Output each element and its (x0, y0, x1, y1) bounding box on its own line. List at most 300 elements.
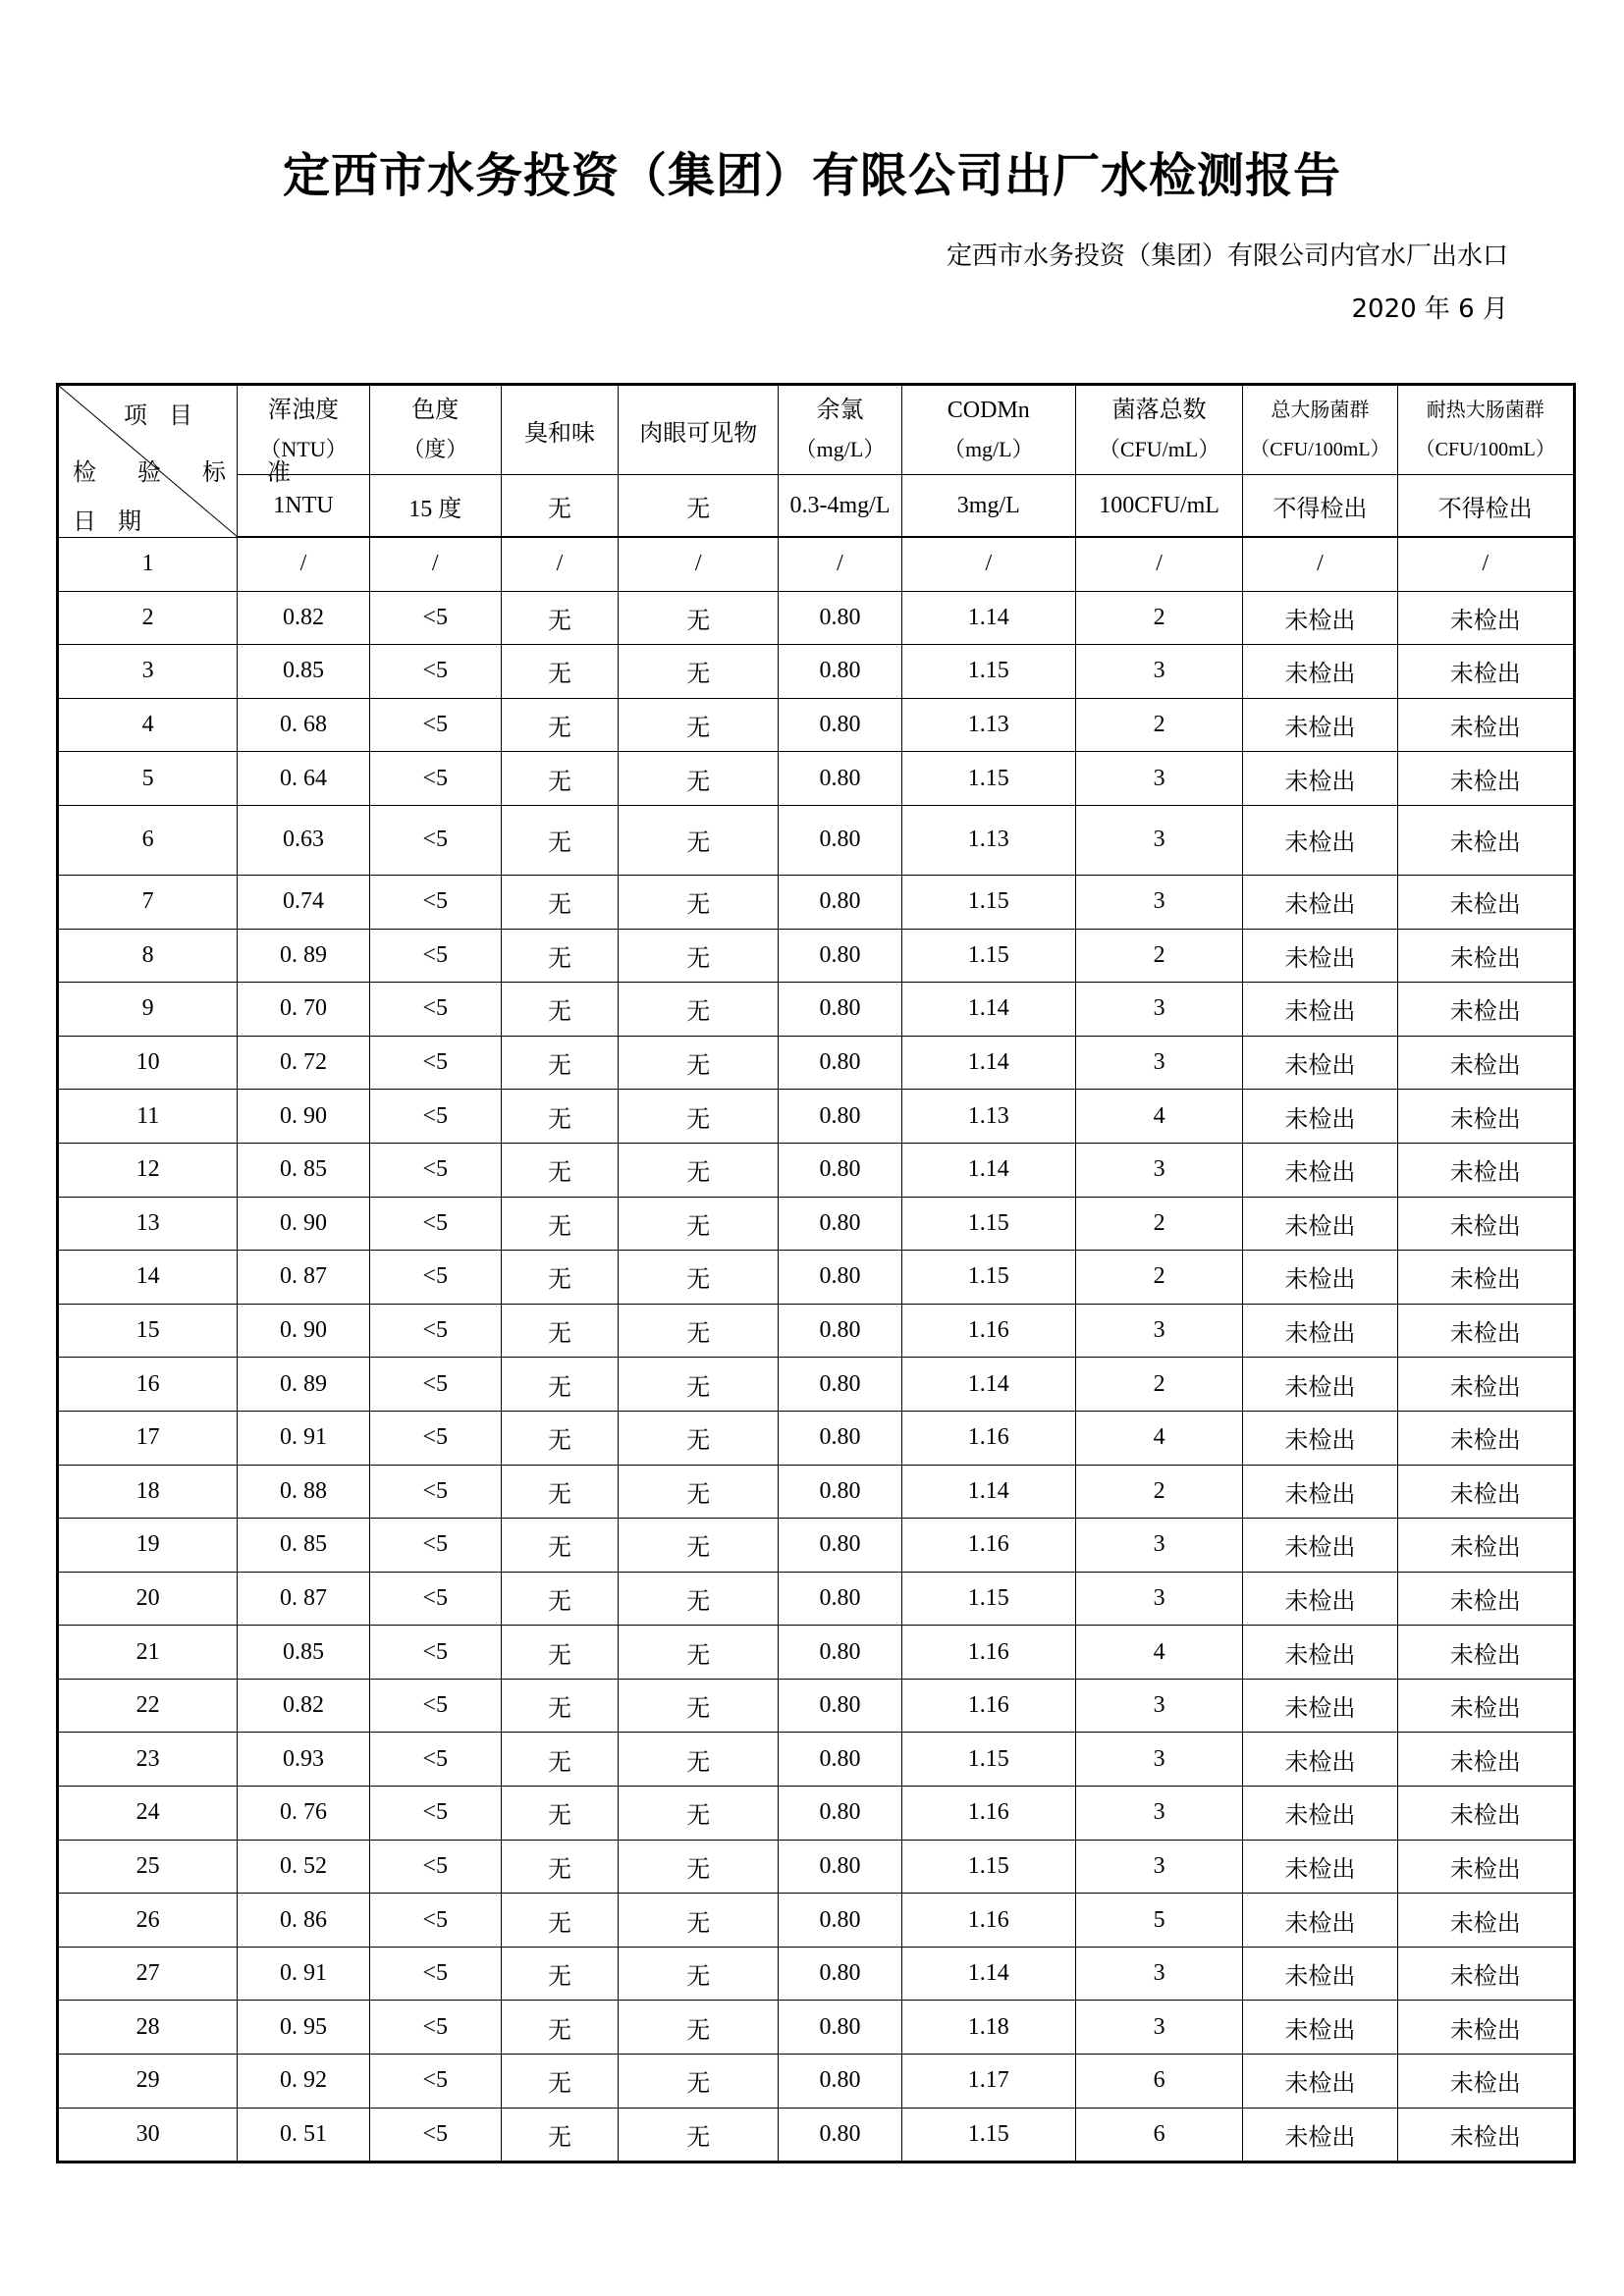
value-cell: 1.14 (901, 591, 1075, 645)
value-cell: 未检出 (1397, 1090, 1574, 1144)
value-cell: <5 (369, 1572, 501, 1626)
value-cell: / (901, 537, 1075, 591)
value-cell: 未检出 (1397, 1894, 1574, 1948)
date-cell: 18 (58, 1465, 238, 1519)
value-cell: 3 (1075, 983, 1242, 1037)
value-cell: 0. 88 (238, 1465, 369, 1519)
standard-cell: 无 (619, 475, 779, 538)
table-row (58, 2055, 1575, 2109)
value-cell: 0.80 (779, 698, 901, 752)
value-cell: 未检出 (1243, 1679, 1397, 1733)
value-cell: 0.80 (779, 983, 901, 1037)
date-cell: 17 (58, 1411, 238, 1465)
table-row (58, 875, 1575, 929)
value-cell: <5 (369, 875, 501, 929)
value-cell: <5 (369, 645, 501, 699)
value-cell: 1.16 (901, 1519, 1075, 1573)
value-cell: 1.16 (901, 1304, 1075, 1358)
value-cell: <5 (369, 1358, 501, 1412)
value-cell: 3 (1075, 1143, 1242, 1197)
value-cell: 无 (619, 1304, 779, 1358)
value-cell: 未检出 (1243, 1733, 1397, 1787)
value-cell: <5 (369, 1894, 501, 1948)
table-row (58, 929, 1575, 983)
date-cell: 5 (58, 752, 238, 806)
value-cell: 0. 72 (238, 1036, 369, 1090)
value-cell: 0.80 (779, 1411, 901, 1465)
table-row (58, 1894, 1575, 1948)
value-cell: / (501, 537, 618, 591)
value-cell: 0. 90 (238, 1090, 369, 1144)
value-cell: 未检出 (1243, 1894, 1397, 1948)
value-cell: 未检出 (1243, 1465, 1397, 1519)
value-cell: 未检出 (1397, 1197, 1574, 1251)
date-cell: 9 (58, 983, 238, 1037)
value-cell: 未检出 (1397, 1251, 1574, 1305)
value-cell: 无 (619, 1090, 779, 1144)
value-cell: 未检出 (1243, 1090, 1397, 1144)
value-cell: 未检出 (1243, 1036, 1397, 1090)
value-cell: 未检出 (1397, 698, 1574, 752)
value-cell: <5 (369, 1251, 501, 1305)
value-cell: 3 (1075, 1733, 1242, 1787)
value-cell: 3 (1075, 1572, 1242, 1626)
value-cell: 未检出 (1397, 2108, 1574, 2163)
value-cell: 未检出 (1243, 1304, 1397, 1358)
table-row (58, 1947, 1575, 2001)
date-cell: 6 (58, 805, 238, 875)
value-cell: <5 (369, 929, 501, 983)
value-cell: 0. 87 (238, 1251, 369, 1305)
value-cell: 无 (501, 929, 618, 983)
value-cell: 无 (619, 1251, 779, 1305)
value-cell: 1.15 (901, 1251, 1075, 1305)
date-cell: 14 (58, 1251, 238, 1305)
value-cell: 1.15 (901, 1733, 1075, 1787)
value-cell: 无 (619, 645, 779, 699)
value-cell: 4 (1075, 1090, 1242, 1144)
value-cell: 未检出 (1397, 1947, 1574, 2001)
table-row (58, 1197, 1575, 1251)
value-cell: 未检出 (1397, 1358, 1574, 1412)
table-row (58, 2108, 1575, 2163)
value-cell: 未检出 (1243, 875, 1397, 929)
value-cell: 无 (619, 929, 779, 983)
value-cell: 2 (1075, 591, 1242, 645)
value-cell: 未检出 (1397, 2001, 1574, 2055)
value-cell: 0. 70 (238, 983, 369, 1037)
value-cell: 0. 85 (238, 1143, 369, 1197)
date-cell: 28 (58, 2001, 238, 2055)
value-cell: 0. 91 (238, 1947, 369, 2001)
value-cell: 0.80 (779, 752, 901, 806)
inspection-table (56, 383, 1576, 2163)
value-cell: 无 (501, 698, 618, 752)
value-cell: 未检出 (1397, 1304, 1574, 1358)
value-cell: <5 (369, 805, 501, 875)
value-cell: 3 (1075, 1679, 1242, 1733)
standard-cell: 不得检出 (1397, 475, 1574, 538)
value-cell: 无 (501, 1304, 618, 1358)
date-cell: 10 (58, 1036, 238, 1090)
value-cell: 未检出 (1397, 1411, 1574, 1465)
value-cell: 1.16 (901, 1787, 1075, 1841)
value-cell: 未检出 (1243, 2108, 1397, 2163)
value-cell: 3 (1075, 875, 1242, 929)
value-cell: 未检出 (1397, 1733, 1574, 1787)
value-cell: 0.80 (779, 929, 901, 983)
value-cell: 1.13 (901, 1090, 1075, 1144)
value-cell: 无 (619, 1036, 779, 1090)
value-cell: 0.80 (779, 1519, 901, 1573)
value-cell: 3 (1075, 2001, 1242, 2055)
value-cell: 无 (619, 2001, 779, 2055)
table-row (58, 1626, 1575, 1680)
value-cell: 1.15 (901, 1197, 1075, 1251)
value-cell: 0.80 (779, 2108, 901, 2163)
value-cell: 0.80 (779, 875, 901, 929)
header-turbidity: 浑浊度 （NTU） (238, 385, 369, 475)
value-cell: 0. 68 (238, 698, 369, 752)
date-cell: 3 (58, 645, 238, 699)
value-cell: 无 (501, 1519, 618, 1573)
value-cell: 无 (619, 698, 779, 752)
corner-standard-label: 检 验 标 准 (73, 460, 308, 486)
corner-item-label: 项 目 (124, 403, 200, 429)
value-cell: 0. 76 (238, 1787, 369, 1841)
report-period: 2020 年 6 月 (1351, 294, 1508, 324)
header-colony-count: 菌落总数 （CFU/mL） (1075, 385, 1242, 475)
date-cell: 16 (58, 1358, 238, 1412)
table-row (58, 591, 1575, 645)
value-cell: <5 (369, 591, 501, 645)
value-cell: 无 (501, 1787, 618, 1841)
value-cell: 未检出 (1397, 2055, 1574, 2109)
value-cell: 未检出 (1243, 752, 1397, 806)
value-cell: 无 (619, 752, 779, 806)
value-cell: <5 (369, 1304, 501, 1358)
date-cell: 22 (58, 1679, 238, 1733)
value-cell: 0.93 (238, 1733, 369, 1787)
date-cell: 15 (58, 1304, 238, 1358)
value-cell: 无 (619, 1679, 779, 1733)
value-cell: 未检出 (1243, 645, 1397, 699)
value-cell: 2 (1075, 1251, 1242, 1305)
value-cell: / (619, 537, 779, 591)
value-cell: 未检出 (1243, 1947, 1397, 2001)
value-cell: 未检出 (1397, 752, 1574, 806)
date-cell: 25 (58, 1840, 238, 1894)
value-cell: 未检出 (1397, 591, 1574, 645)
value-cell: 无 (619, 2108, 779, 2163)
value-cell: 无 (501, 1572, 618, 1626)
value-cell: 1.17 (901, 2055, 1075, 2109)
date-cell: 2 (58, 591, 238, 645)
value-cell: 未检出 (1397, 983, 1574, 1037)
value-cell: <5 (369, 1411, 501, 1465)
value-cell: <5 (369, 1036, 501, 1090)
value-cell: 无 (501, 1840, 618, 1894)
value-cell: 无 (501, 645, 618, 699)
value-cell: / (1243, 537, 1397, 591)
corner-date-label: 日 期 (73, 509, 149, 535)
value-cell: 0. 86 (238, 1894, 369, 1948)
date-cell: 29 (58, 2055, 238, 2109)
value-cell: 0.80 (779, 2001, 901, 2055)
value-cell: 2 (1075, 1197, 1242, 1251)
value-cell: 0. 92 (238, 2055, 369, 2109)
value-cell: 3 (1075, 1947, 1242, 2001)
value-cell: / (238, 537, 369, 591)
value-cell: 1.15 (901, 645, 1075, 699)
value-cell: 4 (1075, 1411, 1242, 1465)
header-residual-chlorine: 余氯 （mg/L） (779, 385, 901, 475)
value-cell: 3 (1075, 1304, 1242, 1358)
value-cell: 无 (501, 752, 618, 806)
table-row (58, 1840, 1575, 1894)
date-cell: 7 (58, 875, 238, 929)
value-cell: <5 (369, 1787, 501, 1841)
value-cell: 0.80 (779, 1572, 901, 1626)
value-cell: 无 (501, 2108, 618, 2163)
value-cell: 未检出 (1243, 1626, 1397, 1680)
value-cell: 1.14 (901, 1358, 1075, 1412)
standard-cell: 不得检出 (1243, 475, 1397, 538)
value-cell: 无 (501, 983, 618, 1037)
standard-cell: 3mg/L (901, 475, 1075, 538)
value-cell: 未检出 (1397, 1787, 1574, 1841)
table-row (58, 1304, 1575, 1358)
value-cell: 5 (1075, 1894, 1242, 1948)
value-cell: 1.14 (901, 1143, 1075, 1197)
value-cell: 无 (619, 1787, 779, 1841)
value-cell: 1.14 (901, 983, 1075, 1037)
value-cell: 无 (619, 591, 779, 645)
table-row (58, 698, 1575, 752)
value-cell: 0. 52 (238, 1840, 369, 1894)
table-row (58, 1733, 1575, 1787)
value-cell: 0.80 (779, 1733, 901, 1787)
table-row (58, 1251, 1575, 1305)
header-codmn: CODMn （mg/L） (901, 385, 1075, 475)
value-cell: 0.80 (779, 1679, 901, 1733)
value-cell: 0.80 (779, 1947, 901, 2001)
value-cell: 1.15 (901, 875, 1075, 929)
value-cell: 无 (619, 1894, 779, 1948)
date-cell: 23 (58, 1733, 238, 1787)
value-cell: 未检出 (1243, 1251, 1397, 1305)
date-cell: 24 (58, 1787, 238, 1841)
value-cell: <5 (369, 1090, 501, 1144)
value-cell: 0.80 (779, 1143, 901, 1197)
value-cell: 0.74 (238, 875, 369, 929)
value-cell: 未检出 (1397, 1679, 1574, 1733)
value-cell: / (1397, 537, 1574, 591)
value-cell: <5 (369, 1465, 501, 1519)
table-row (58, 2001, 1575, 2055)
value-cell: <5 (369, 1947, 501, 2001)
table-row (58, 752, 1575, 806)
value-cell: 0. 64 (238, 752, 369, 806)
value-cell: 无 (619, 1626, 779, 1680)
table-row (58, 1787, 1575, 1841)
value-cell: 无 (501, 1036, 618, 1090)
value-cell: 3 (1075, 805, 1242, 875)
value-cell: 无 (619, 1519, 779, 1573)
value-cell: 无 (501, 1465, 618, 1519)
value-cell: 0.80 (779, 1251, 901, 1305)
value-cell: 0.82 (238, 1679, 369, 1733)
value-cell: <5 (369, 983, 501, 1037)
value-cell: 0.80 (779, 1787, 901, 1841)
value-cell: 0.80 (779, 1304, 901, 1358)
value-cell: 无 (501, 1894, 618, 1948)
value-cell: 无 (501, 1358, 618, 1412)
value-cell: 1.16 (901, 1411, 1075, 1465)
value-cell: 1.15 (901, 752, 1075, 806)
value-cell: <5 (369, 1143, 501, 1197)
value-cell: 2 (1075, 929, 1242, 983)
value-cell: 0. 90 (238, 1304, 369, 1358)
value-cell: <5 (369, 1197, 501, 1251)
value-cell: 无 (619, 805, 779, 875)
value-cell: / (1075, 537, 1242, 591)
value-cell: 0. 89 (238, 1358, 369, 1412)
date-cell: 20 (58, 1572, 238, 1626)
value-cell: 未检出 (1397, 1626, 1574, 1680)
value-cell: 未检出 (1243, 2001, 1397, 2055)
value-cell: 无 (501, 875, 618, 929)
value-cell: 未检出 (1397, 1143, 1574, 1197)
value-cell: 0. 90 (238, 1197, 369, 1251)
value-cell: 1.15 (901, 929, 1075, 983)
value-cell: 3 (1075, 1036, 1242, 1090)
value-cell: <5 (369, 698, 501, 752)
value-cell: 0. 95 (238, 2001, 369, 2055)
value-cell: 未检出 (1397, 1036, 1574, 1090)
value-cell: 0.80 (779, 1894, 901, 1948)
value-cell: 1.14 (901, 1036, 1075, 1090)
date-cell: 4 (58, 698, 238, 752)
value-cell: / (779, 537, 901, 591)
value-cell: <5 (369, 752, 501, 806)
header-visible-matter: 肉眼可见物 (619, 385, 779, 475)
value-cell: 无 (619, 1197, 779, 1251)
table-row (58, 983, 1575, 1037)
value-cell: 未检出 (1243, 1143, 1397, 1197)
header-odor: 臭和味 (501, 385, 618, 475)
value-cell: 2 (1075, 698, 1242, 752)
date-cell: 19 (58, 1519, 238, 1573)
standard-cell: 0.3-4mg/L (779, 475, 901, 538)
value-cell: 1.14 (901, 1947, 1075, 2001)
value-cell: 未检出 (1397, 929, 1574, 983)
table-row (58, 1090, 1575, 1144)
value-cell: 无 (501, 591, 618, 645)
value-cell: 2 (1075, 1358, 1242, 1412)
value-cell: 0.80 (779, 2055, 901, 2109)
value-cell: 未检出 (1243, 698, 1397, 752)
value-cell: 6 (1075, 2108, 1242, 2163)
header-color: 色度 （度） (369, 385, 501, 475)
value-cell: 2 (1075, 1465, 1242, 1519)
value-cell: 3 (1075, 1519, 1242, 1573)
value-cell: 0.80 (779, 1626, 901, 1680)
value-cell: 未检出 (1243, 1358, 1397, 1412)
header-total-coliforms: 总大肠菌群 （CFU/100mL） (1243, 385, 1397, 475)
standard-cell: 15 度 (369, 475, 501, 538)
value-cell: 1.16 (901, 1679, 1075, 1733)
value-cell: 0. 51 (238, 2108, 369, 2163)
table-row (58, 1465, 1575, 1519)
table-row (58, 1036, 1575, 1090)
date-cell: 11 (58, 1090, 238, 1144)
date-cell: 21 (58, 1626, 238, 1680)
value-cell: <5 (369, 2055, 501, 2109)
value-cell: 无 (501, 1733, 618, 1787)
date-cell: 27 (58, 1947, 238, 2001)
value-cell: 1.13 (901, 698, 1075, 752)
value-cell: / (369, 537, 501, 591)
standard-cell: 1NTU (238, 475, 369, 538)
value-cell: 未检出 (1243, 1572, 1397, 1626)
value-cell: 0.82 (238, 591, 369, 645)
value-cell: 3 (1075, 645, 1242, 699)
standard-cell: 无 (501, 475, 618, 538)
value-cell: 0.85 (238, 645, 369, 699)
value-cell: 未检出 (1397, 645, 1574, 699)
value-cell: 6 (1075, 2055, 1242, 2109)
value-cell: <5 (369, 2108, 501, 2163)
value-cell: 无 (501, 1251, 618, 1305)
value-cell: 0.85 (238, 1626, 369, 1680)
date-cell: 8 (58, 929, 238, 983)
value-cell: 无 (501, 2001, 618, 2055)
value-cell: 未检出 (1243, 1197, 1397, 1251)
value-cell: 未检出 (1243, 929, 1397, 983)
value-cell: 1.15 (901, 2108, 1075, 2163)
value-cell: 1.13 (901, 805, 1075, 875)
value-cell: 无 (619, 1411, 779, 1465)
value-cell: 3 (1075, 1787, 1242, 1841)
value-cell: 1.14 (901, 1465, 1075, 1519)
value-cell: 4 (1075, 1626, 1242, 1680)
value-cell: 1.16 (901, 1626, 1075, 1680)
value-cell: 0.80 (779, 645, 901, 699)
value-cell: 0.80 (779, 1465, 901, 1519)
value-cell: 0.80 (779, 805, 901, 875)
value-cell: 无 (619, 1358, 779, 1412)
value-cell: 无 (619, 1947, 779, 2001)
value-cell: 未检出 (1243, 591, 1397, 645)
value-cell: 无 (501, 1626, 618, 1680)
value-cell: 无 (501, 1947, 618, 2001)
value-cell: 3 (1075, 1840, 1242, 1894)
value-cell: 未检出 (1243, 805, 1397, 875)
value-cell: 未检出 (1397, 1840, 1574, 1894)
value-cell: 无 (501, 1143, 618, 1197)
value-cell: 无 (619, 1572, 779, 1626)
value-cell: 未检出 (1243, 1411, 1397, 1465)
table-row (58, 645, 1575, 699)
value-cell: <5 (369, 1679, 501, 1733)
table-row (58, 1519, 1575, 1573)
value-cell: 未检出 (1243, 983, 1397, 1037)
value-cell: <5 (369, 1626, 501, 1680)
value-cell: 无 (501, 1411, 618, 1465)
value-cell: 0.63 (238, 805, 369, 875)
table-row (58, 1143, 1575, 1197)
